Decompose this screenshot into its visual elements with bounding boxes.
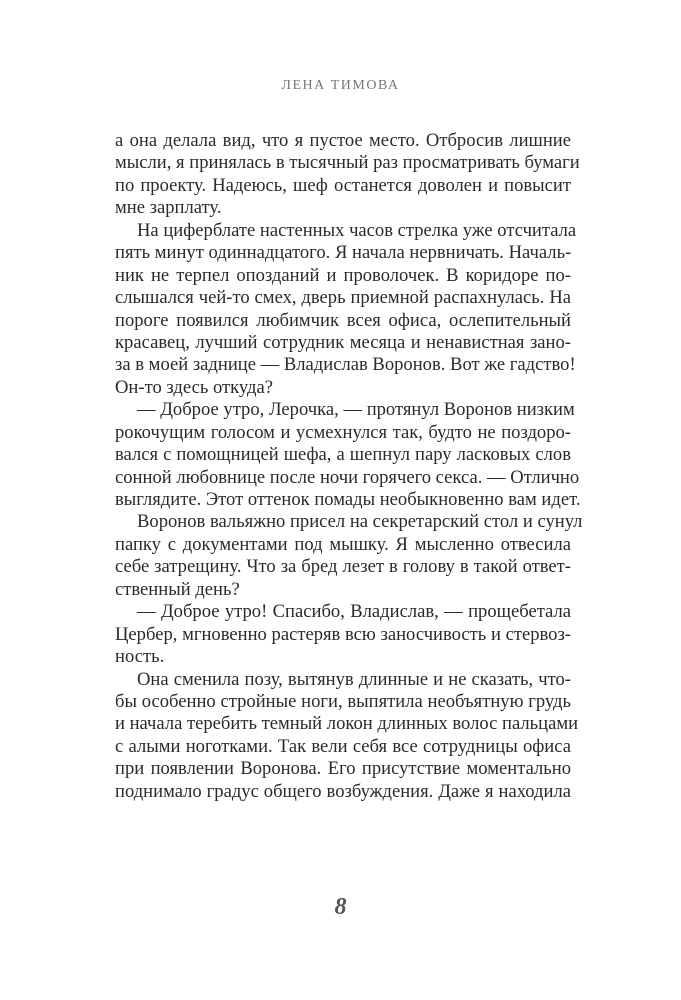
page-number: 8 [334,894,347,920]
text-line: мысли, я принялась в тысячный раз просматривать бумаги [115,152,580,174]
text-line: красавец, лучший сотрудник месяца и ненавистная зано- [115,331,571,353]
running-header: ЛЕНА ТИМОВА [281,78,400,93]
text-line: На циферблате настенных часов стрелка уже отсчитала [137,219,577,241]
text-line: по проекту. Надеюсь, шеф останется доволен и повысит [115,174,571,196]
text-line: при появлении Воронова. Его присутствие моментально [115,758,571,780]
text-line: Воронов вальяжно присел на секретарский стол и сунул [137,511,583,533]
text-line: слышался чей-то смех, дверь приемной распахнулась. На [115,287,571,309]
text-line: ственный день? [115,578,240,600]
text-line: пороге появился любимчик всея офиса, ослепительный [115,309,571,331]
text-line: и начала теребить темный локон длинных волос пальцами [115,713,579,735]
text-line: Он-то здесь откуда? [115,376,274,398]
body-text [115,130,583,803]
text-line: ник не терпел опозданий и проволочек. В коридоре по- [115,264,571,286]
text-line: Она сменила позу, вытянув длинные и не сказать, что- [137,668,571,690]
text-line: мне зарплату. [115,197,222,219]
text-line: — Доброе утро, Лерочка, — протянул Воронов низким [137,399,575,421]
text-line: выглядите. Этот оттенок помады необыкновенно вам идет. [115,489,581,510]
text-line: поднимало градус общего возбуждения. Даже я находила [115,780,571,802]
text-line: вался с помощницей шефа, а шепнул пару ласковых слов [115,444,571,466]
text-line: за в моей заднице — Владислав Воронов. Вот же гадство! [115,354,576,376]
text-line: — Доброе утро! Спасибо, Владислав, — прощебетала [137,601,571,623]
text-line: сонной любовнице после ночи горячего секса. — Отлично [115,466,580,488]
text-line: себе затрещину. Что за бред лезет в голову в такой ответ- [115,556,571,578]
text-line: пять минут одиннадцатого. Я начала нервничать. Началь- [115,242,572,264]
text-line: папку с документами под мышку. Я мысленно отвесила [115,533,571,555]
text-line: Цербер, мгновенно растеряв всю заносчивость и стервоз- [115,623,571,645]
text-line: а она делала вид, что я пустое место. Отбросив лишние [115,130,571,151]
text-line: ность. [115,646,165,668]
text-line: рокочущим голосом и усмехнулся так, будто не поздоро- [115,421,571,443]
text-line: с алыми ноготками. Так вели себя все сотрудницы офиса [115,735,571,757]
text-line: бы особенно стройные ноги, выпятила необъятную грудь [115,690,571,712]
